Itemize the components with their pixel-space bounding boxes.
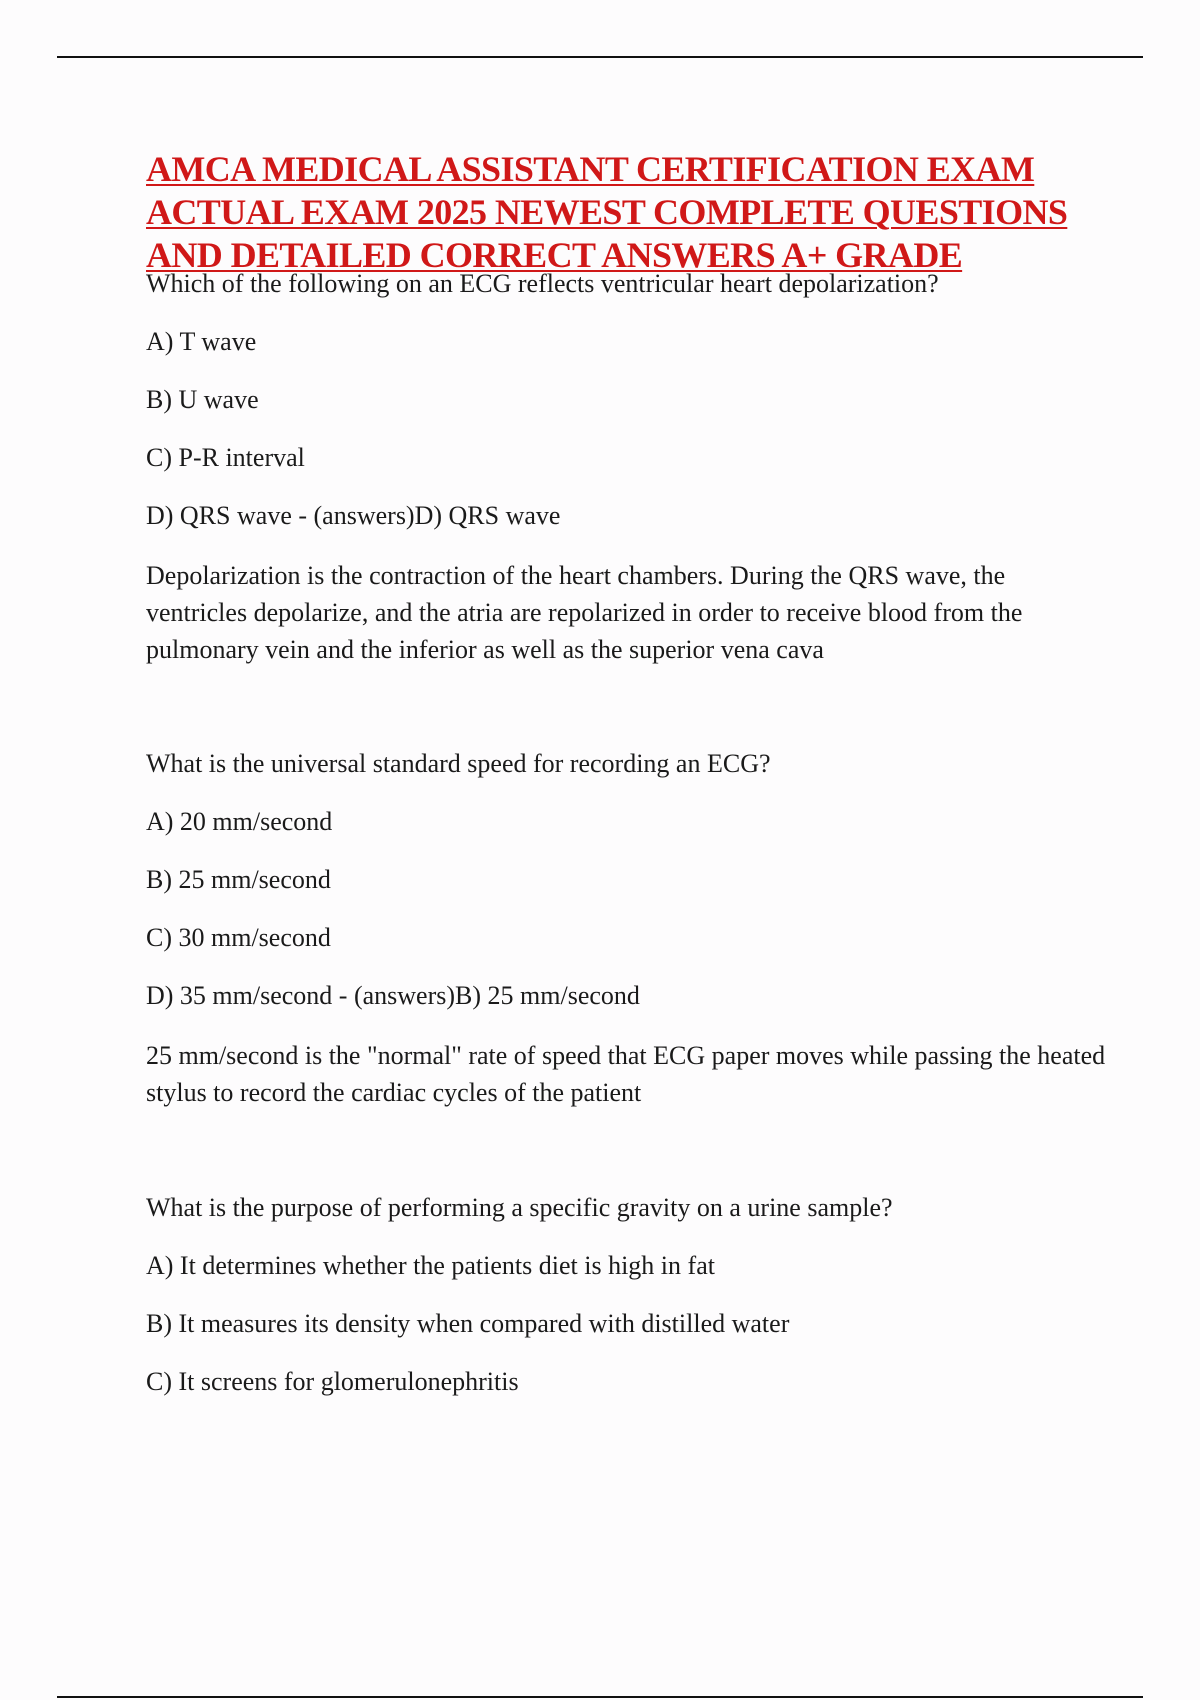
document-body: [146, 148, 1106, 1399]
question-block: [146, 747, 1106, 1111]
answer-explanation: Depolarization is the contraction of the heart chambers. During the QRS wave, the ventricles depolarize, and the atria are repolarized in order to receive blood from the pulmonary vein and the inferior as well as the superior vena cava: [146, 561, 1023, 664]
answer-option: C) P-R interval: [146, 443, 305, 472]
answer-explanation: 25 mm/second is the "normal" rate of speed that ECG paper moves while passing the heated stylus to record the cardiac cycles of the patient: [146, 1041, 1106, 1107]
spacer: [146, 668, 1106, 747]
question-block: [146, 267, 1106, 668]
document-title: AMCA MEDICAL ASSISTANT CERTIFICATION EXAM ACTUAL EXAM 2025 NEWEST COMPLETE QUESTIONS AND DETAILED CORRECT ANSWERS A+ GRADE: [146, 149, 1068, 275]
answer-option: A) It determines whether the patients diet is high in fat: [146, 1251, 715, 1280]
question-block: [146, 1191, 1106, 1399]
question-text: What is the universal standard speed for recording an ECG?: [146, 749, 771, 778]
spacer: [146, 1111, 1106, 1191]
answer-option: A) 20 mm/second: [146, 807, 333, 836]
answer-option: C) It screens for glomerulonephritis: [146, 1367, 519, 1396]
question-text: Which of the following on an ECG reflects ventricular heart depolarization?: [146, 269, 939, 298]
answer-option: C) 30 mm/second: [146, 923, 331, 952]
answer-option: B) It measures its density when compared with distilled water: [146, 1309, 790, 1338]
answer-option: A) T wave: [146, 327, 257, 356]
bottom-divider: [57, 1696, 1143, 1698]
question-text: What is the purpose of performing a specific gravity on a urine sample?: [146, 1193, 893, 1222]
answer-option: D) 35 mm/second - (answers)B) 25 mm/second: [146, 981, 640, 1010]
answer-option: B) U wave: [146, 385, 259, 414]
answer-option: D) QRS wave - (answers)D) QRS wave: [146, 501, 561, 530]
answer-option: B) 25 mm/second: [146, 865, 331, 894]
top-divider: [57, 56, 1143, 58]
